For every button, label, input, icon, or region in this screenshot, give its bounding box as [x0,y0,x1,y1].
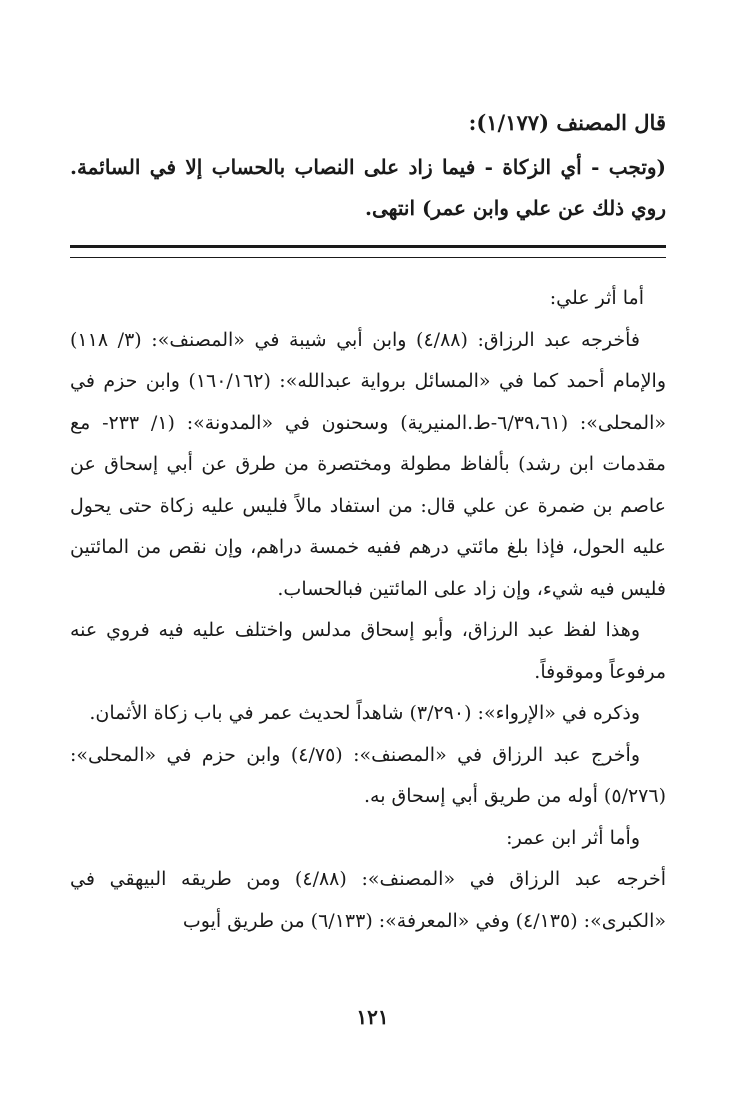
page-number: ١٢١ [356,1005,389,1029]
page-content [70,105,666,942]
paragraph-ibn-umar-heading: وأما أثر ابن عمر: [506,826,640,849]
paragraph-ali-sources: فأخرجه عبد الرزاق: (٤/٨٨) وابن أبي شيبة في «المصنف»: (٣/ ١١٨) والإمام أحمد كما في «المسائل برواية عبدالله»: (١٦٠/١٦٢) وابن حزم في «المحلى»: (٦/٣٩،٦١-ط.المنيرية) وسحنون في «المدونة»: (١/ ٢٣٣- مع مقدمات ابن رشد) بألفاظ مطولة ومختصرة من طرق عن أبي إسحاق عن عاصم بن ضمرة عن علي قال: من استفاد مالاً فليس عليه زكاة حتى يحول عليه الحول، فإذا بلغ مائتي درهم ففيه خمسة دراهم، وإن نقص من المائتين فليس فيه شيء، وإن زاد على المائتين فبالحساب. [70,328,666,600]
paragraph-abdulrazzaq-note: وهذا لفظ عبد الرزاق، وأبو إسحاق مدلس واختلف عليه فيه فروي عنه مرفوعاً وموقوفاً. [70,619,666,683]
paragraph-musannaf-muhalla: وأخرج عبد الرزاق في «المصنف»: (٤/٧٥) وابن حزم في «المحلى»: (٥/٢٧٦) أوله من طريق أبي إسحاق به. [70,743,666,807]
section-heading: قال المصنف (١/١٧٧): [468,110,666,135]
paragraph-irwaa: وذكره في «الإرواء»: (٣/٢٩٠) شاهداً لحديث عمر في باب زكاة الأثمان. [89,702,640,724]
quoted-text: (وتجب - أي الزكاة - فيما زاد على النصاب بالحساب إلا في السائمة. روي ذلك عن علي وابن عمر) انتهى. [70,155,666,220]
double-rule-divider [70,245,666,258]
body-text [70,278,666,942]
paragraph-ibn-umar-sources: أخرجه عبد الرزاق في «المصنف»: (٤/٨٨) ومن طريقه البيهقي في «الكبرى»: (٤/١٣٥) وفي «المعرفة»: (٦/١٣٣) من طريق أيوب [70,868,666,932]
paragraph-ali-heading: أما أثر علي: [549,287,644,309]
